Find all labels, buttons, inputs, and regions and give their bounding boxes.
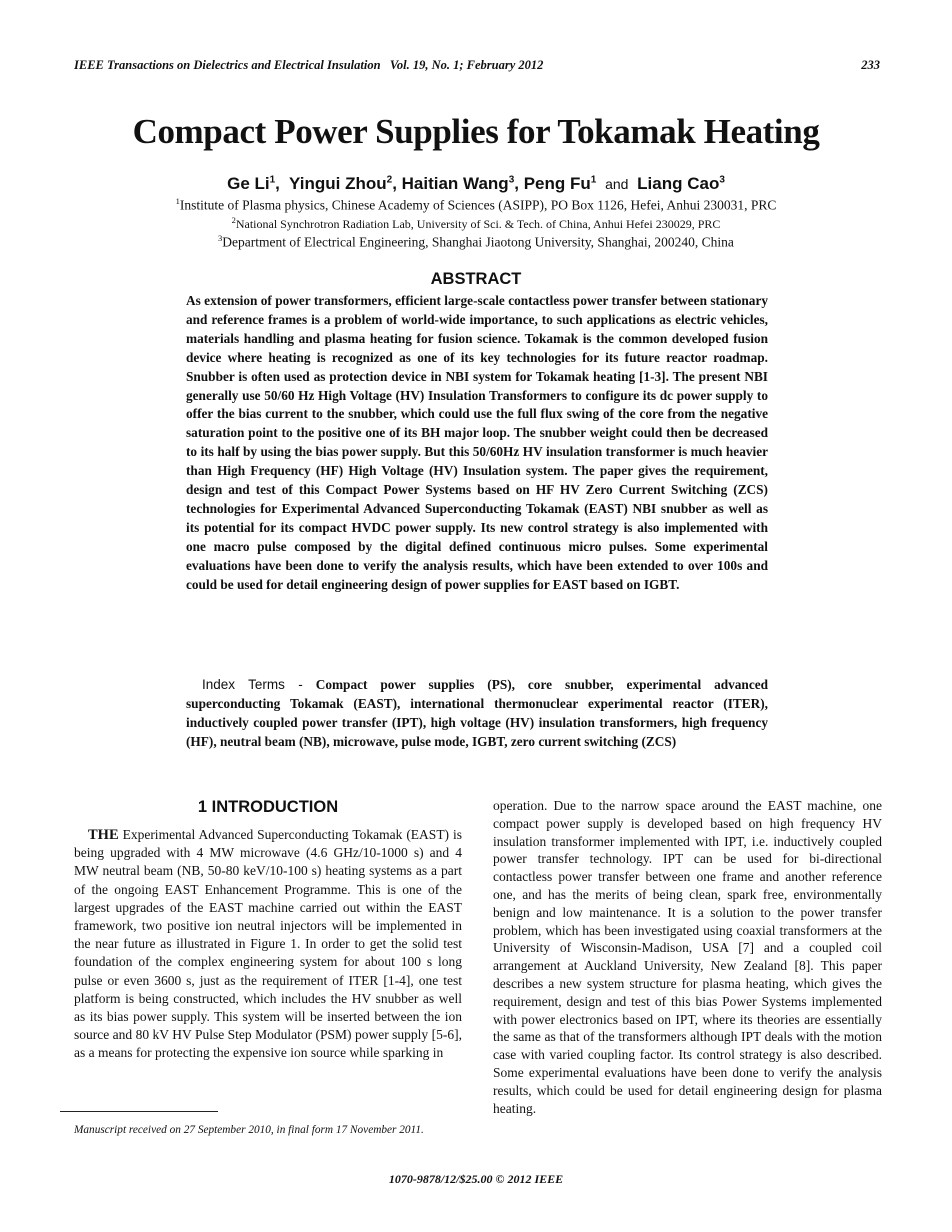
- affiliation-mark: 3: [218, 233, 223, 243]
- abstract-body: As extension of power transformers, efficient large-scale contactless power transfer between stationary and reference frames is a problem of world-wide importance, to such applications as electric vehicles, materials handling and plasma heating for fusion science. Tokamak is the common developed fusion device where heating is recognized as one of its key technologies for its future reactor roadmap. Snubber is often used as protection device in NBI system for Tokamak heating [1-3]. The present NBI generally use 50/60 Hz High Voltage (HV) Insulation Transformers to configure its dc power supply to offer the bias current to the snubber, which could use the full flux swing of the core from the negative saturation point to the positive one of its BH major loop. The snubber weight could then be decreased to its half by using the bias power supply. But this 50/60Hz HV insulation transformer is much heavier than High Frequency (HF) High Voltage (HV) Insulation system. The paper gives the requirement, design and test of this Compact Power Systems based on HF HV Zero Current Switching (ZCS) technologies for Experimental Advanced Superconducting Tokamak (EAST) NBI snubber as well as its potential for its compact HVDC power supply. Its new control strategy is also implemented with one macro pulse composed by the digital defined continuous micro pulses. Some experimental evaluations have been done to verify the analysis results, which have been extended to over 100s and could be used for detail engineering design of power supplies for EAST based on IGBT.: [186, 293, 768, 592]
- author-affil-mark: 1: [269, 174, 276, 186]
- footnote-rule: [60, 1111, 218, 1112]
- author-list: Ge Li$^1$, Yingui Zhou$^2$, Haitian Wang$^3$, Peng Fu$^1$ and Liang Cao$^3$: [227, 174, 725, 193]
- right-column-text: operation. Due to the narrow space around the EAST machine, one compact power supply is developed based on high frequency HV insulation transformer implemented with IPT, i.e. inductively coupled power transfer technology. IPT can be used for bi-directional contactless power transfer between one frame and another reference one, and has the merits of being clean, spark free, environmentally benign and low maintenance. It is a solution to the power transfer problem, which has been investigated using coaxial transformers at the University of Wisconsin-Madison, USA [7] and a coupled coil arrangement at Auckland University, New Zealand [8]. This paper describes a new system structure for plasma heating, which gives the requirement, design and test of this bias Power Systems implemented with power electronics based on IPT, where its theories are essentially the same as that of the transformers although IPT deals with the motion case with varied coupling factor. Its control strategy is also described. Some experimental evaluations have been done to verify the analysis results, which could be used for detail engineering design for plasma heating.: [493, 798, 882, 1116]
- lead-word: THE: [88, 827, 119, 843]
- author-affil-mark: 3: [719, 174, 725, 186]
- author-affil-mark: 1: [590, 174, 597, 186]
- index-terms: [186, 676, 768, 752]
- abstract-heading: ABSTRACT: [430, 270, 522, 288]
- journal-name: IEEE Transactions on Dielectrics and Electrical Insulation: [74, 58, 381, 72]
- affiliation-text: National Synchrotron Radiation Lab, University of Sci. & Tech. of China, Anhui Hefei 230029, PRC: [235, 217, 721, 231]
- section-heading-introduction: 1 INTRODUCTION: [197, 798, 339, 816]
- and-word: and: [605, 176, 629, 192]
- left-column-text: [74, 826, 462, 1063]
- index-terms-text: Compact power supplies (PS), core snubber, experimental advanced superconducting Tokamak (EAST), international thermonuclear experimental reactor (ITER), inductively coupled power transfer (IPT), high voltage (HV) insulation transformers, high frequency (HF), neutral beam (NB), microwave, pulse mode, IGBT, zero current switching (ZCS): [186, 677, 769, 749]
- affiliation: [0, 196, 952, 214]
- author-name: Haitian Wang: [401, 174, 509, 193]
- page-number: 233: [861, 58, 880, 72]
- affiliation-text: Department of Electrical Engineering, Shanghai Jiaotong University, Shanghai, 200240, China: [222, 234, 734, 250]
- volume-info: Vol. 19, No. 1; February 2012: [389, 58, 544, 72]
- affiliation-text: Institute of Plasma physics, Chinese Academy of Sciences (ASIPP), PO Box 1126, Hefei, Anhui 230031, PRC: [179, 197, 777, 213]
- affiliation: [0, 233, 952, 251]
- author-affil-mark: 2: [386, 174, 393, 186]
- author-name: Liang Cao: [637, 174, 720, 193]
- affiliation-mark: 2: [231, 215, 236, 225]
- author-name: Yingui Zhou: [289, 174, 387, 193]
- author-name: Peng Fu: [523, 174, 591, 193]
- affiliation-mark: 1: [175, 196, 180, 206]
- intro-paragraph-left: Experimental Advanced Superconducting Tokamak (EAST) is being upgraded with 4 MW microwave (4.6 GHz/10-1000 s) and 4 MW neutral beam (NB, 50-80 keV/10-100 s) heating systems as a part of the ongoing EAST Enhancement Programme. This is one of the largest upgrades of the EAST machine carried out within the EAST framework, two positive ion neutral injectors will be implemented in the near future as illustrated in Figure 1. In order to get the solid test foundation of the complex engineering system for about 100 s long pulse or even 3600 s, just as the requirement of ITER [1-4], one test platform is being constructed, which includes the HV snubber as well as its bias power supply. This system will be inserted between the ion source and 80 kV HV Pulse Step Modulator (PSM) power supply [5-6], as a means for protecting the expensive ion source while sparking in: [74, 827, 463, 1061]
- paper-title: Compact Power Supplies for Tokamak Heating: [132, 112, 820, 151]
- author-affil-mark: 3: [508, 174, 515, 186]
- affiliation: [0, 215, 952, 232]
- copyright-footer: 1070-9878/12/$25.00 © 2012 IEEE: [388, 1172, 564, 1186]
- running-header: [74, 58, 882, 73]
- author-name: Ge Li: [227, 174, 270, 193]
- manuscript-footnote: Manuscript received on 27 September 2010, in final form 17 November 2011.: [74, 1124, 424, 1136]
- index-terms-label: Index Terms -: [202, 677, 303, 692]
